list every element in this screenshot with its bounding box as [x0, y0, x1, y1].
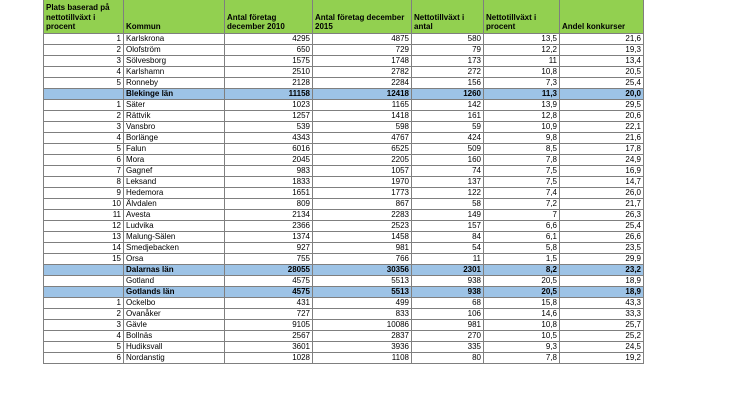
- antal-2015-cell[interactable]: 2205: [313, 155, 412, 166]
- table-row: [44, 133, 644, 144]
- netto-procent-cell[interactable]: 15,8: [484, 298, 560, 309]
- rank-cell[interactable]: 10: [44, 199, 124, 210]
- antal-2010-cell[interactable]: 1257: [225, 111, 313, 122]
- kommun-cell[interactable]: Borlänge: [124, 133, 225, 144]
- netto-procent-cell[interactable]: 8,2: [484, 265, 560, 276]
- netto-procent-cell[interactable]: 6,6: [484, 221, 560, 232]
- antal-2015-cell[interactable]: 1458: [313, 232, 412, 243]
- antal-2015-cell[interactable]: 2837: [313, 331, 412, 342]
- netto-procent-cell[interactable]: 5,8: [484, 243, 560, 254]
- rank-cell[interactable]: 1: [44, 34, 124, 45]
- netto-antal-cell[interactable]: 938: [412, 287, 484, 298]
- table-row: [44, 34, 644, 45]
- rank-cell[interactable]: 12: [44, 221, 124, 232]
- netto-procent-cell[interactable]: 9,3: [484, 342, 560, 353]
- antal-2015-cell[interactable]: 12418: [313, 89, 412, 100]
- antal-2015-cell[interactable]: 4875: [313, 34, 412, 45]
- lan-total-row: [44, 265, 644, 276]
- antal-2015-cell[interactable]: 598: [313, 122, 412, 133]
- antal-2010-cell[interactable]: 983: [225, 166, 313, 177]
- netto-procent-cell[interactable]: 7,5: [484, 177, 560, 188]
- antal-2015-cell[interactable]: 1418: [313, 111, 412, 122]
- table-body: [44, 34, 644, 364]
- andel-konkurser-cell[interactable]: 25,4: [560, 221, 644, 232]
- andel-konkurser-cell[interactable]: 21,6: [560, 133, 644, 144]
- rank-cell[interactable]: 8: [44, 177, 124, 188]
- antal-2010-cell[interactable]: 4343: [225, 133, 313, 144]
- kommun-cell[interactable]: Malung-Sälen: [124, 232, 225, 243]
- rank-cell[interactable]: [44, 265, 124, 276]
- netto-antal-cell[interactable]: 142: [412, 100, 484, 111]
- netto-antal-cell[interactable]: 1260: [412, 89, 484, 100]
- antal-2010-cell[interactable]: 650: [225, 45, 313, 56]
- netto-antal-cell[interactable]: 79: [412, 45, 484, 56]
- andel-konkurser-cell[interactable]: 24,5: [560, 342, 644, 353]
- andel-konkurser-cell[interactable]: 23,2: [560, 265, 644, 276]
- netto-procent-cell[interactable]: 14,6: [484, 309, 560, 320]
- antal-2015-cell[interactable]: 1748: [313, 56, 412, 67]
- antal-2015-cell[interactable]: 2523: [313, 221, 412, 232]
- table-row: [44, 353, 644, 364]
- netto-procent-cell[interactable]: 6,1: [484, 232, 560, 243]
- rank-cell[interactable]: [44, 276, 124, 287]
- netto-antal-cell[interactable]: 84: [412, 232, 484, 243]
- netto-antal-cell[interactable]: 122: [412, 188, 484, 199]
- table-row: [44, 254, 644, 265]
- netto-procent-cell[interactable]: 9,8: [484, 133, 560, 144]
- antal-2015-cell[interactable]: 10086: [313, 320, 412, 331]
- antal-2015-cell[interactable]: 867: [313, 199, 412, 210]
- kommun-cell[interactable]: Bollnäs: [124, 331, 225, 342]
- rank-cell[interactable]: 9: [44, 188, 124, 199]
- andel-konkurser-cell[interactable]: 43,3: [560, 298, 644, 309]
- andel-konkurser-cell[interactable]: 21,6: [560, 34, 644, 45]
- netto-procent-cell[interactable]: 7,5: [484, 166, 560, 177]
- kommun-cell[interactable]: Avesta: [124, 210, 225, 221]
- rank-cell[interactable]: 5: [44, 342, 124, 353]
- antal-2010-cell[interactable]: 927: [225, 243, 313, 254]
- netto-antal-cell[interactable]: 54: [412, 243, 484, 254]
- netto-procent-cell[interactable]: 12,2: [484, 45, 560, 56]
- antal-2010-cell[interactable]: 6016: [225, 144, 313, 155]
- header-kommun[interactable]: Kommun: [124, 0, 225, 34]
- table-row: [44, 232, 644, 243]
- netto-procent-cell[interactable]: 11: [484, 56, 560, 67]
- antal-2010-cell[interactable]: 1575: [225, 56, 313, 67]
- netto-procent-cell[interactable]: 7,3: [484, 78, 560, 89]
- netto-antal-cell[interactable]: 2301: [412, 265, 484, 276]
- antal-2015-cell[interactable]: 2283: [313, 210, 412, 221]
- netto-antal-cell[interactable]: 160: [412, 155, 484, 166]
- antal-2010-cell[interactable]: 809: [225, 199, 313, 210]
- table-row: [44, 210, 644, 221]
- antal-2010-cell[interactable]: 2510: [225, 67, 313, 78]
- rank-cell[interactable]: 5: [44, 144, 124, 155]
- antal-2010-cell[interactable]: 2567: [225, 331, 313, 342]
- rank-cell[interactable]: 3: [44, 122, 124, 133]
- rank-cell[interactable]: 2: [44, 309, 124, 320]
- kommun-cell[interactable]: Ludvika: [124, 221, 225, 232]
- kommun-cell[interactable]: Rättvik: [124, 111, 225, 122]
- antal-2010-cell[interactable]: 4575: [225, 276, 313, 287]
- kommun-cell[interactable]: Mora: [124, 155, 225, 166]
- table-row: [44, 309, 644, 320]
- netto-antal-cell[interactable]: 272: [412, 67, 484, 78]
- andel-konkurser-cell[interactable]: 29,5: [560, 100, 644, 111]
- netto-antal-cell[interactable]: 156: [412, 78, 484, 89]
- rank-cell[interactable]: 7: [44, 166, 124, 177]
- antal-2015-cell[interactable]: 5513: [313, 276, 412, 287]
- andel-konkurser-cell[interactable]: 20,0: [560, 89, 644, 100]
- andel-konkurser-cell[interactable]: 29,9: [560, 254, 644, 265]
- table-row: [44, 144, 644, 155]
- andel-konkurser-cell[interactable]: 19,3: [560, 45, 644, 56]
- netto-antal-cell[interactable]: 509: [412, 144, 484, 155]
- andel-konkurser-cell[interactable]: 20,6: [560, 111, 644, 122]
- andel-konkurser-cell[interactable]: 13,4: [560, 56, 644, 67]
- antal-2015-cell[interactable]: 1057: [313, 166, 412, 177]
- table-row: [44, 100, 644, 111]
- netto-antal-cell[interactable]: 981: [412, 320, 484, 331]
- antal-2015-cell[interactable]: 30356: [313, 265, 412, 276]
- table-row: [44, 166, 644, 177]
- table-row: [44, 320, 644, 331]
- antal-2010-cell[interactable]: 2134: [225, 210, 313, 221]
- table-row: [44, 111, 644, 122]
- antal-2010-cell[interactable]: 9105: [225, 320, 313, 331]
- header-netto-procent[interactable]: Nettotillväxt i procent: [484, 0, 560, 34]
- netto-antal-cell[interactable]: 335: [412, 342, 484, 353]
- netto-procent-cell[interactable]: 13,9: [484, 100, 560, 111]
- spreadsheet-table: [43, 0, 644, 364]
- netto-antal-cell[interactable]: 270: [412, 331, 484, 342]
- antal-2010-cell[interactable]: 1028: [225, 353, 313, 364]
- andel-konkurser-cell[interactable]: 17,8: [560, 144, 644, 155]
- antal-2015-cell[interactable]: 1773: [313, 188, 412, 199]
- rank-cell[interactable]: 4: [44, 67, 124, 78]
- rank-cell[interactable]: 5: [44, 78, 124, 89]
- andel-konkurser-cell[interactable]: 24,9: [560, 155, 644, 166]
- netto-procent-cell[interactable]: 1,5: [484, 254, 560, 265]
- netto-antal-cell[interactable]: 11: [412, 254, 484, 265]
- antal-2015-cell[interactable]: 729: [313, 45, 412, 56]
- rank-cell[interactable]: 4: [44, 331, 124, 342]
- kommun-cell[interactable]: Gotland: [124, 276, 225, 287]
- kommun-cell[interactable]: Sölvesborg: [124, 56, 225, 67]
- kommun-cell[interactable]: Blekinge län: [124, 89, 225, 100]
- antal-2015-cell[interactable]: 766: [313, 254, 412, 265]
- antal-2010-cell[interactable]: 1833: [225, 177, 313, 188]
- andel-konkurser-cell[interactable]: 25,7: [560, 320, 644, 331]
- antal-2010-cell[interactable]: 755: [225, 254, 313, 265]
- rank-cell[interactable]: 11: [44, 210, 124, 221]
- antal-2010-cell[interactable]: 2045: [225, 155, 313, 166]
- header-rank[interactable]: Plats baserad på nettotillväxt i procent: [44, 0, 124, 34]
- rank-cell[interactable]: 15: [44, 254, 124, 265]
- antal-2010-cell[interactable]: 1023: [225, 100, 313, 111]
- andel-konkurser-cell[interactable]: 25,2: [560, 331, 644, 342]
- andel-konkurser-cell[interactable]: 18,9: [560, 287, 644, 298]
- netto-procent-cell[interactable]: 10,8: [484, 67, 560, 78]
- netto-procent-cell[interactable]: 20,5: [484, 287, 560, 298]
- netto-antal-cell[interactable]: 173: [412, 56, 484, 67]
- kommun-cell[interactable]: Ovanåker: [124, 309, 225, 320]
- table-row: [44, 122, 644, 133]
- antal-2015-cell[interactable]: 1970: [313, 177, 412, 188]
- kommun-cell[interactable]: Smedjebacken: [124, 243, 225, 254]
- antal-2015-cell[interactable]: 2284: [313, 78, 412, 89]
- table-row: [44, 78, 644, 89]
- netto-procent-cell[interactable]: 12,8: [484, 111, 560, 122]
- kommun-cell[interactable]: Leksand: [124, 177, 225, 188]
- kommun-cell[interactable]: Ockelbo: [124, 298, 225, 309]
- antal-2015-cell[interactable]: 1165: [313, 100, 412, 111]
- netto-antal-cell[interactable]: 149: [412, 210, 484, 221]
- antal-2015-cell[interactable]: 981: [313, 243, 412, 254]
- header-netto-antal[interactable]: Nettotillväxt i antal: [412, 0, 484, 34]
- netto-antal-cell[interactable]: 424: [412, 133, 484, 144]
- kommun-cell[interactable]: Gagnef: [124, 166, 225, 177]
- lan-total-row: [44, 287, 644, 298]
- antal-2015-cell[interactable]: 2782: [313, 67, 412, 78]
- netto-procent-cell[interactable]: 7: [484, 210, 560, 221]
- rank-cell[interactable]: 6: [44, 353, 124, 364]
- antal-2010-cell[interactable]: 2128: [225, 78, 313, 89]
- rank-cell[interactable]: [44, 287, 124, 298]
- antal-2015-cell[interactable]: 4767: [313, 133, 412, 144]
- andel-konkurser-cell[interactable]: 22,1: [560, 122, 644, 133]
- kommun-cell[interactable]: Olofström: [124, 45, 225, 56]
- table-row: [44, 45, 644, 56]
- andel-konkurser-cell[interactable]: 18,9: [560, 276, 644, 287]
- netto-procent-cell[interactable]: 10,9: [484, 122, 560, 133]
- netto-procent-cell[interactable]: 13,5: [484, 34, 560, 45]
- lan-total-row: [44, 89, 644, 100]
- antal-2010-cell[interactable]: 28055: [225, 265, 313, 276]
- andel-konkurser-cell[interactable]: 21,7: [560, 199, 644, 210]
- netto-procent-cell[interactable]: 7,4: [484, 188, 560, 199]
- kommun-cell[interactable]: Falun: [124, 144, 225, 155]
- netto-antal-cell[interactable]: 580: [412, 34, 484, 45]
- andel-konkurser-cell[interactable]: 25,4: [560, 78, 644, 89]
- netto-antal-cell[interactable]: 68: [412, 298, 484, 309]
- netto-procent-cell[interactable]: 7,8: [484, 353, 560, 364]
- table-row: [44, 221, 644, 232]
- rank-cell[interactable]: 1: [44, 100, 124, 111]
- antal-2010-cell[interactable]: 1651: [225, 188, 313, 199]
- kommun-cell[interactable]: Ronneby: [124, 78, 225, 89]
- antal-2015-cell[interactable]: 499: [313, 298, 412, 309]
- antal-2010-cell[interactable]: 11158: [225, 89, 313, 100]
- rank-cell[interactable]: 2: [44, 45, 124, 56]
- rank-cell[interactable]: 1: [44, 298, 124, 309]
- andel-konkurser-cell[interactable]: 16,9: [560, 166, 644, 177]
- table-row: [44, 188, 644, 199]
- netto-antal-cell[interactable]: 157: [412, 221, 484, 232]
- rank-cell[interactable]: 3: [44, 56, 124, 67]
- kommun-cell[interactable]: Säter: [124, 100, 225, 111]
- table-row: [44, 298, 644, 309]
- table-row: [44, 342, 644, 353]
- header-andel-konkurser[interactable]: Andel konkurser: [560, 0, 644, 34]
- table-row: [44, 199, 644, 210]
- rank-cell[interactable]: 3: [44, 320, 124, 331]
- netto-antal-cell[interactable]: 938: [412, 276, 484, 287]
- table-row: [44, 56, 644, 67]
- rank-cell[interactable]: 4: [44, 133, 124, 144]
- andel-konkurser-cell[interactable]: 33,3: [560, 309, 644, 320]
- netto-antal-cell[interactable]: 161: [412, 111, 484, 122]
- antal-2010-cell[interactable]: 2366: [225, 221, 313, 232]
- kommun-cell[interactable]: Gävle: [124, 320, 225, 331]
- header-row: [44, 0, 644, 34]
- rank-cell[interactable]: [44, 89, 124, 100]
- kommun-cell[interactable]: Karlskrona: [124, 34, 225, 45]
- table-row: [44, 243, 644, 254]
- header-antal-2015[interactable]: Antal företag december 2015: [313, 0, 412, 34]
- table-row: [44, 331, 644, 342]
- netto-procent-cell[interactable]: 20,5: [484, 276, 560, 287]
- andel-konkurser-cell[interactable]: 26,6: [560, 232, 644, 243]
- kommun-cell[interactable]: Orsa: [124, 254, 225, 265]
- antal-2010-cell[interactable]: 727: [225, 309, 313, 320]
- antal-2015-cell[interactable]: 6525: [313, 144, 412, 155]
- andel-konkurser-cell[interactable]: 26,0: [560, 188, 644, 199]
- table-row: [44, 276, 644, 287]
- kommun-cell[interactable]: Gotlands län: [124, 287, 225, 298]
- table-row: [44, 155, 644, 166]
- andel-konkurser-cell[interactable]: 26,3: [560, 210, 644, 221]
- rank-cell[interactable]: 13: [44, 232, 124, 243]
- netto-procent-cell[interactable]: 8,5: [484, 144, 560, 155]
- netto-antal-cell[interactable]: 59: [412, 122, 484, 133]
- netto-procent-cell[interactable]: 7,8: [484, 155, 560, 166]
- netto-antal-cell[interactable]: 106: [412, 309, 484, 320]
- netto-antal-cell[interactable]: 137: [412, 177, 484, 188]
- kommun-cell[interactable]: Dalarnas län: [124, 265, 225, 276]
- netto-procent-cell[interactable]: 7,2: [484, 199, 560, 210]
- kommun-cell[interactable]: Vansbro: [124, 122, 225, 133]
- andel-konkurser-cell[interactable]: 19,2: [560, 353, 644, 364]
- antal-2010-cell[interactable]: 4575: [225, 287, 313, 298]
- rank-cell[interactable]: 6: [44, 155, 124, 166]
- netto-antal-cell[interactable]: 58: [412, 199, 484, 210]
- kommun-cell[interactable]: Karlshamn: [124, 67, 225, 78]
- table-row: [44, 67, 644, 78]
- antal-2010-cell[interactable]: 4295: [225, 34, 313, 45]
- antal-2010-cell[interactable]: 539: [225, 122, 313, 133]
- kommun-cell[interactable]: Nordanstig: [124, 353, 225, 364]
- kommun-cell[interactable]: Älvdalen: [124, 199, 225, 210]
- antal-2010-cell[interactable]: 3601: [225, 342, 313, 353]
- andel-konkurser-cell[interactable]: 23,5: [560, 243, 644, 254]
- antal-2015-cell[interactable]: 833: [313, 309, 412, 320]
- table-row: [44, 177, 644, 188]
- andel-konkurser-cell[interactable]: 14,7: [560, 177, 644, 188]
- antal-2015-cell[interactable]: 1108: [313, 353, 412, 364]
- netto-antal-cell[interactable]: 80: [412, 353, 484, 364]
- netto-antal-cell[interactable]: 74: [412, 166, 484, 177]
- antal-2015-cell[interactable]: 5513: [313, 287, 412, 298]
- antal-2010-cell[interactable]: 1374: [225, 232, 313, 243]
- netto-procent-cell[interactable]: 10,8: [484, 320, 560, 331]
- kommun-cell[interactable]: Hudiksvall: [124, 342, 225, 353]
- rank-cell[interactable]: 14: [44, 243, 124, 254]
- antal-2015-cell[interactable]: 3936: [313, 342, 412, 353]
- header-antal-2010[interactable]: Antal företag december 2010: [225, 0, 313, 34]
- kommun-cell[interactable]: Hedemora: [124, 188, 225, 199]
- rank-cell[interactable]: 2: [44, 111, 124, 122]
- andel-konkurser-cell[interactable]: 20,5: [560, 67, 644, 78]
- netto-procent-cell[interactable]: 11,3: [484, 89, 560, 100]
- antal-2010-cell[interactable]: 431: [225, 298, 313, 309]
- netto-procent-cell[interactable]: 10,5: [484, 331, 560, 342]
